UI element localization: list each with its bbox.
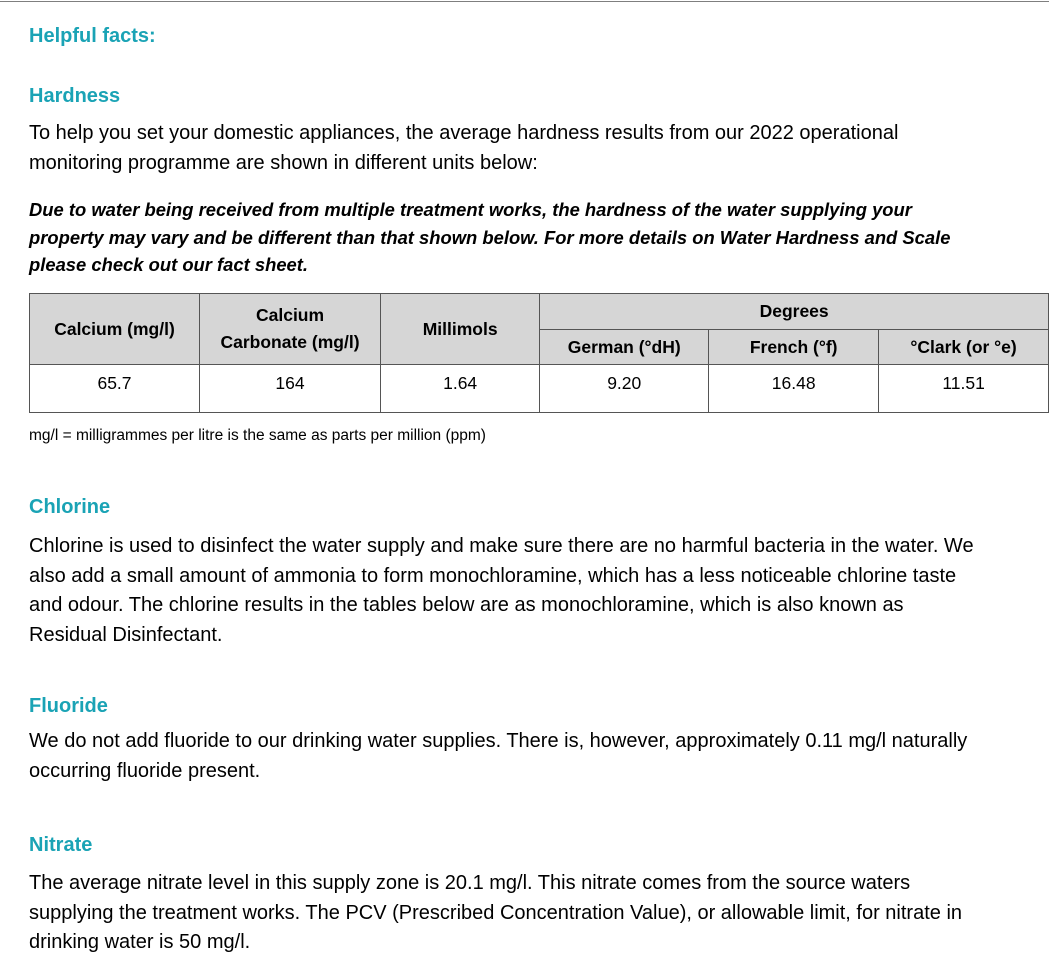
cell-clark: 11.51 [879, 365, 1049, 413]
nitrate-body: The average nitrate level in this supply zone is 20.1 mg/l. This nitrate comes from the source waters supplying the treatment works. The PCV (Prescribed Concentration Value), or allowable limit, for nitrate in drinking water is 50 mg/l. [29, 872, 963, 953]
hardness-note: Due to water being received from multiple treatment works, the hardness of the water supplying your property may vary and be different than that shown below. For more details on Water Hardness and Scale please check out our fact sheet. [29, 199, 951, 275]
chlorine-heading: Chlorine [29, 496, 111, 518]
hardness-intro: To help you set your domestic appliances, the average hardness results from our 2022 operational monitoring programme are shown in different units below: [29, 122, 899, 174]
hardness-footnote: mg/l = milligrammes per litre is the same as parts per million (ppm) [29, 427, 486, 444]
section-title: Helpful facts: [29, 25, 156, 47]
chlorine-body: Chlorine is used to disinfect the water supply and make sure there are no harmful bacteria in the water. We also add a small amount of ammonia to form monochloramine, which has a less noticeable chlorine taste and odour. The chlorine results in the tables below are as monochloramine, which is also known as Residual Disinfectant. [29, 535, 974, 646]
header-clark: °Clark (or °e) [879, 330, 1049, 365]
cell-calcium: 65.7 [30, 365, 200, 413]
table-row [30, 365, 1049, 413]
header-french: French (°f) [709, 330, 879, 365]
cell-calcium-carbonate: 164 [200, 365, 381, 413]
cell-german: 9.20 [540, 365, 709, 413]
hardness-table [29, 293, 1049, 413]
header-calcium-carbonate: Calcium Carbonate (mg/l) [200, 294, 381, 365]
fluoride-body: We do not add fluoride to our drinking water supplies. There is, however, approximately 0.11 mg/l naturally occurring fluoride present. [29, 730, 968, 782]
nitrate-heading: Nitrate [29, 834, 93, 856]
header-millimols: Millimols [381, 294, 540, 365]
header-calcium: Calcium (mg/l) [30, 294, 200, 365]
header-degrees: Degrees [540, 294, 1049, 330]
cell-millimols: 1.64 [381, 365, 540, 413]
header-german: German (°dH) [540, 330, 709, 365]
cell-french: 16.48 [709, 365, 879, 413]
fluoride-heading: Fluoride [29, 695, 108, 717]
hardness-heading: Hardness [29, 85, 121, 107]
top-divider [0, 1, 1049, 2]
